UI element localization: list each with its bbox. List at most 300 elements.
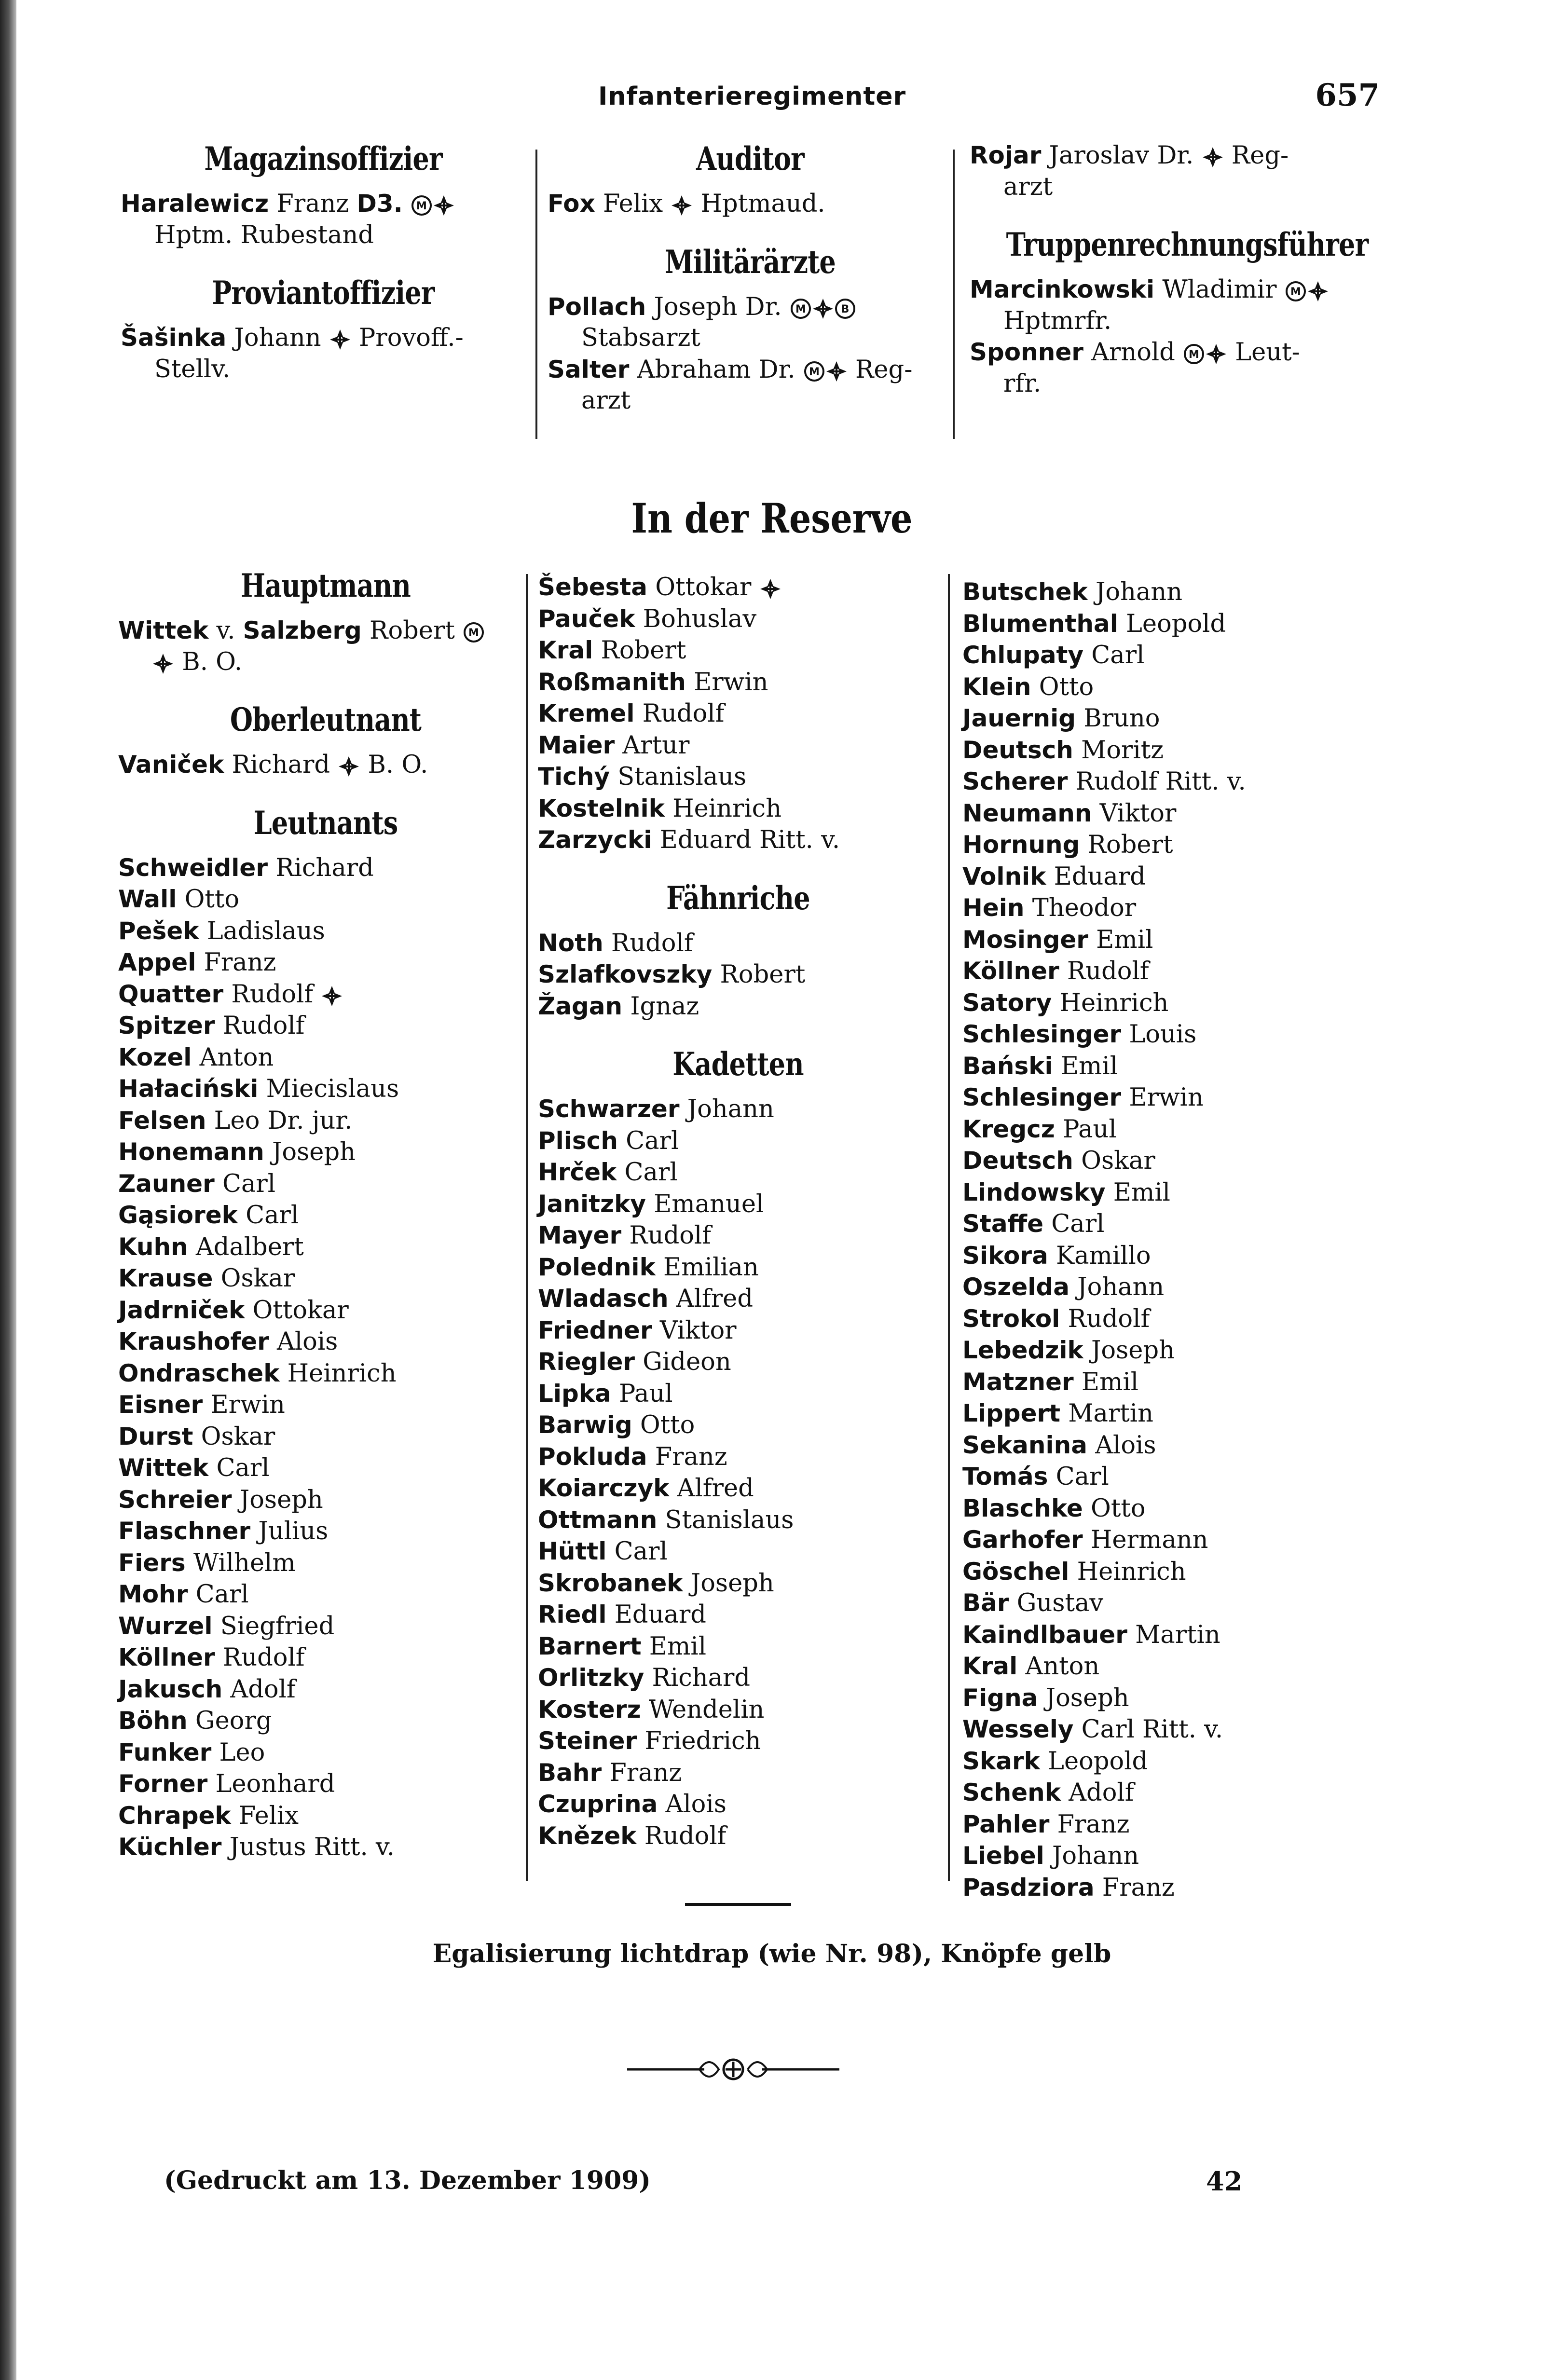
- rank: Stellv.: [154, 355, 231, 383]
- roster-entry: [538, 572, 938, 603]
- roster-entry: [548, 291, 953, 323]
- surname: Tomás: [962, 1463, 1048, 1491]
- surname: Knězek: [538, 1821, 637, 1850]
- surname: Oszelda: [962, 1273, 1069, 1301]
- surname: Bär: [962, 1589, 1009, 1617]
- given-name: Richard: [224, 751, 338, 779]
- roster-entry: [118, 947, 533, 979]
- surname: Volnik: [962, 862, 1046, 890]
- roster-entry: [538, 1346, 938, 1378]
- section-divider: [685, 1903, 791, 1906]
- given-name: Rudolf: [215, 1643, 305, 1672]
- given-name: Franz: [602, 1758, 682, 1787]
- surname: Spitzer: [118, 1012, 215, 1040]
- roster-entry: [118, 1421, 533, 1453]
- given-name: Georg: [187, 1707, 272, 1735]
- roster-entry: [121, 322, 526, 354]
- given-name: Heinrich: [1069, 1557, 1186, 1586]
- given-name: Carl: [1083, 641, 1145, 670]
- given-name: Leopold: [1118, 609, 1226, 638]
- roster-entry: [118, 1611, 533, 1642]
- given-name: Joseph: [264, 1138, 356, 1166]
- cross-decoration-icon: [329, 328, 351, 351]
- given-name: Otto: [1031, 672, 1094, 701]
- given-name: Wladimir: [1154, 275, 1285, 304]
- roster-entry: [538, 1409, 938, 1441]
- given-name: Leopold: [1040, 1747, 1148, 1776]
- surname: Blaschke: [962, 1494, 1083, 1522]
- roster-entry: [962, 798, 1377, 830]
- given-name: Hermann: [1083, 1526, 1208, 1554]
- roster-entry: [962, 766, 1377, 798]
- surname: Figna: [962, 1683, 1038, 1712]
- given-name: Joseph Dr.: [646, 292, 790, 321]
- roster-entry: [538, 761, 938, 793]
- surname: Schenk: [962, 1778, 1061, 1806]
- surname: Koiarczyk: [538, 1474, 670, 1502]
- surname: Scherer: [962, 767, 1068, 795]
- surname: Ottmann: [538, 1505, 658, 1534]
- roster-entry: [118, 1484, 533, 1516]
- surname: Krause: [118, 1264, 213, 1292]
- surname: Fiers: [118, 1548, 186, 1577]
- given-name: Richard: [268, 853, 374, 882]
- medal-m-icon: [803, 360, 825, 383]
- top-column-1: [121, 140, 526, 385]
- surname: Chrapek: [118, 1801, 231, 1830]
- surname: Skrobanek: [538, 1569, 683, 1597]
- medal-b-icon: [834, 298, 856, 320]
- section-heading: Auditor: [696, 140, 804, 178]
- surname: Barnert: [538, 1632, 642, 1660]
- surname: Forner: [118, 1770, 208, 1798]
- roster-entry: [118, 979, 533, 1011]
- surname: Žagan: [538, 992, 623, 1020]
- given-name: Oskar: [213, 1264, 295, 1293]
- roster-entry: [538, 1125, 938, 1157]
- given-name: Johann: [1069, 1273, 1165, 1301]
- section-heading: Truppenrechnungsführer: [1006, 226, 1369, 263]
- surname: Fox: [548, 190, 595, 218]
- given-name: Paul: [1055, 1115, 1117, 1144]
- roster-entry: [962, 1587, 1377, 1619]
- surname-part: Salzberg: [243, 616, 362, 644]
- roster-entry: [970, 140, 1375, 172]
- roster-entry: [962, 1272, 1377, 1303]
- surname: Wessely: [962, 1715, 1074, 1743]
- given-name: Stanislaus: [610, 763, 747, 791]
- surname: Šebesta: [538, 573, 648, 601]
- svg-text:M: M: [416, 200, 427, 212]
- surname: Funker: [118, 1738, 212, 1766]
- roster-entry: [538, 667, 938, 698]
- roster-entry: [538, 698, 938, 730]
- roster-entry: [118, 884, 533, 916]
- roster-entry: [118, 1136, 533, 1168]
- surname: Wittek: [118, 616, 209, 644]
- surname: Riedl: [538, 1600, 607, 1628]
- given-name: Stanislaus: [657, 1505, 794, 1534]
- surname: Vaniček: [118, 751, 224, 779]
- roster-entry: [962, 1777, 1377, 1809]
- roster-entry: [538, 1725, 938, 1757]
- column-rule: [526, 574, 528, 1881]
- surname: Czuprina: [538, 1790, 658, 1818]
- surname: Kuhn: [118, 1232, 188, 1261]
- surname: Matzner: [962, 1368, 1074, 1396]
- roster-entry: [538, 1631, 938, 1663]
- surname: Neumann: [962, 799, 1092, 827]
- roster-entry: [970, 274, 1375, 306]
- roster-entry-continuation: [970, 306, 1375, 337]
- surname: Janitzky: [538, 1190, 646, 1218]
- given-name: Rudolf: [634, 699, 725, 728]
- given-name: Bruno: [1076, 704, 1160, 733]
- column-rule: [953, 150, 955, 439]
- print-date-note: (Gedruckt am 13. Dezember 1909): [164, 2166, 651, 2195]
- given-name: Carl: [617, 1158, 678, 1187]
- roster-entry: [962, 924, 1377, 956]
- roster-entry: [962, 1398, 1377, 1430]
- surname: Sekanina: [962, 1431, 1087, 1459]
- page-number: 657: [1315, 77, 1380, 113]
- given-name: Theodor: [1024, 894, 1137, 922]
- roster-entry: [118, 1042, 533, 1074]
- given-name: Joseph: [232, 1485, 323, 1514]
- given-name: Johann: [226, 324, 329, 352]
- cross-decoration-icon: [1307, 280, 1329, 302]
- cross-decoration-icon: [1205, 343, 1227, 365]
- roster-entry: [118, 1168, 533, 1200]
- given-name: Emil: [1073, 1368, 1139, 1396]
- section-heading: Militärärzte: [664, 243, 836, 281]
- given-name: Adalbert: [188, 1232, 304, 1261]
- given-name: Franz: [1049, 1810, 1130, 1839]
- given-name: Louis: [1121, 1020, 1197, 1049]
- decoration-code: D3.: [356, 190, 403, 218]
- surname: Göschel: [962, 1557, 1069, 1586]
- given-name: Paul: [611, 1379, 673, 1408]
- given-name: Heinrich: [279, 1359, 397, 1388]
- roster-entry: [118, 1263, 533, 1295]
- roster-entry: [962, 1208, 1377, 1240]
- given-name: Artur: [615, 731, 690, 760]
- given-name: Emil: [1105, 1178, 1170, 1207]
- given-name: Erwin: [685, 668, 768, 697]
- given-name: Julius: [250, 1517, 329, 1546]
- roster-entry: [962, 671, 1377, 703]
- surname: Hałaciński: [118, 1075, 259, 1103]
- surname: Maier: [538, 731, 615, 759]
- roster-entry: [538, 824, 938, 856]
- roster-entry: [962, 1524, 1377, 1556]
- roster-entry: [538, 928, 938, 959]
- roster-entry: [118, 1358, 533, 1390]
- roster-entry-continuation: [970, 172, 1375, 203]
- surname: Satory: [962, 988, 1052, 1017]
- given-name: Heinrich: [664, 794, 782, 823]
- rank: Provoff.-: [351, 324, 464, 352]
- roster-entry: [970, 337, 1375, 369]
- surname: Pasdziora: [962, 1873, 1095, 1901]
- surname: Kral: [538, 636, 593, 664]
- surname: Polednik: [538, 1253, 656, 1281]
- surname: Felsen: [118, 1106, 206, 1135]
- roster-entry: [962, 987, 1377, 1019]
- surname: Szlafkovszky: [538, 960, 713, 988]
- given-name: Alois: [658, 1790, 727, 1819]
- given-name: Leonhard: [207, 1770, 335, 1798]
- svg-text:M: M: [795, 303, 806, 315]
- roster-entry: [962, 829, 1377, 861]
- roster-entry: [962, 1177, 1377, 1209]
- surname: Bahr: [538, 1758, 602, 1787]
- given-name: Carl: [237, 1201, 299, 1230]
- given-name: Otto: [177, 885, 240, 914]
- given-name: Emil: [1088, 925, 1153, 954]
- rank: Stabsarzt: [581, 324, 700, 352]
- surname: Pešek: [118, 916, 199, 945]
- surname: Deutsch: [962, 736, 1073, 764]
- roster-entry: [118, 615, 533, 647]
- surname: Kral: [962, 1652, 1018, 1680]
- surname: Staffe: [962, 1210, 1044, 1238]
- rank: Hptmaud.: [693, 190, 825, 218]
- surname: Ondraschek: [118, 1359, 280, 1387]
- surname: Tichý: [538, 763, 610, 791]
- roster-entry: [962, 608, 1377, 640]
- given-name: Richard: [644, 1664, 751, 1692]
- surname: Klein: [962, 672, 1031, 701]
- roster-entry: [118, 1010, 533, 1042]
- roster-entry: [118, 1832, 533, 1863]
- given-name: Anton: [1017, 1652, 1100, 1681]
- given-name: Jaroslav Dr.: [1041, 141, 1202, 170]
- given-name: Leo: [211, 1738, 265, 1767]
- surname: Lindowsky: [962, 1178, 1106, 1206]
- surname: Zauner: [118, 1169, 215, 1198]
- roster-entry: [538, 1536, 938, 1568]
- cross-decoration-icon: [812, 298, 834, 320]
- given-name: Ladislaus: [199, 916, 325, 945]
- given-name: Joseph: [683, 1569, 774, 1598]
- section-heading: Kadetten: [672, 1045, 804, 1083]
- roster-entry-continuation: [121, 354, 526, 385]
- surname: Kaindlbauer: [962, 1620, 1127, 1649]
- given-name: Felix: [231, 1801, 299, 1830]
- given-name: Emanuel: [645, 1190, 764, 1218]
- roster-entry: [962, 1461, 1377, 1493]
- rank: Hptmrfr.: [1003, 306, 1112, 335]
- given-name: Rudolf Ritt. v.: [1068, 767, 1246, 796]
- surname: Hrček: [538, 1158, 617, 1186]
- given-name: Robert: [361, 616, 463, 645]
- surname: Appel: [118, 948, 196, 976]
- roster-entry: [962, 1619, 1377, 1651]
- given-name: Kamillo: [1048, 1241, 1151, 1270]
- roster-entry: [962, 1019, 1377, 1051]
- surname: Marcinkowski: [970, 275, 1155, 303]
- roster-entry: [118, 1389, 533, 1421]
- rank: Hptm. Rubestand: [154, 220, 374, 249]
- roster-entry-continuation: [548, 385, 953, 417]
- roster-entry: [118, 1231, 533, 1263]
- medal-m-icon: [1183, 343, 1205, 365]
- given-name: Moritz: [1073, 736, 1164, 765]
- surname: Köllner: [118, 1643, 215, 1671]
- roster-entry: [118, 916, 533, 947]
- given-name: Martin: [1127, 1620, 1220, 1649]
- given-name: Johann: [1044, 1842, 1139, 1870]
- surname: Kremel: [538, 699, 635, 727]
- given-name: Robert: [1080, 831, 1173, 859]
- roster-entry: [538, 1662, 938, 1694]
- surname: Kregcz: [962, 1115, 1055, 1143]
- page-binding-edge: [0, 0, 16, 2380]
- given-name: Carl: [208, 1454, 270, 1482]
- roster-entry: [962, 1809, 1377, 1841]
- surname: Riegler: [538, 1348, 635, 1376]
- given-name: Eduard: [1046, 862, 1146, 891]
- roster-entry: [121, 188, 526, 220]
- surname: Butschek: [962, 578, 1088, 606]
- reserve-column-1: [118, 567, 533, 1863]
- surname: Durst: [118, 1422, 193, 1450]
- given-name: Martin: [1060, 1399, 1153, 1428]
- given-name: Otto: [632, 1411, 695, 1439]
- given-name: Alois: [269, 1327, 338, 1356]
- cross-decoration-icon: [152, 653, 174, 675]
- given-name: Franz: [269, 190, 357, 218]
- reserve-column-3: [962, 576, 1377, 1903]
- surname: Wladasch: [538, 1285, 669, 1313]
- roster-entry: [538, 1157, 938, 1189]
- roster-entry: [118, 1579, 533, 1611]
- column-rule: [948, 574, 950, 1881]
- cross-decoration-icon: [321, 985, 343, 1007]
- roster-entry: [962, 1556, 1377, 1588]
- surname: Garhofer: [962, 1526, 1083, 1554]
- given-name: Joseph: [1083, 1336, 1175, 1365]
- roster-entry: [548, 188, 953, 220]
- roster-entry: [538, 1378, 938, 1410]
- rank: Reg-: [847, 355, 913, 384]
- svg-text:B: B: [841, 303, 850, 315]
- given-name: Emilian: [655, 1253, 759, 1282]
- roster-entry: [118, 1326, 533, 1358]
- roster-entry: [538, 1599, 938, 1631]
- roster-entry: [118, 1705, 533, 1737]
- surname: Gąsiorek: [118, 1201, 238, 1229]
- surname: Kraushofer: [118, 1327, 269, 1355]
- given-name: v.: [208, 616, 243, 645]
- roster-entry: [538, 1473, 938, 1505]
- roster-entry-continuation: [970, 369, 1375, 400]
- cross-decoration-icon: [759, 578, 781, 600]
- surname: Šašinka: [121, 324, 227, 352]
- surname: Mosinger: [962, 925, 1088, 954]
- surname: Jadrniček: [118, 1296, 245, 1324]
- surname: Sikora: [962, 1241, 1048, 1270]
- roster-entry: [962, 1145, 1377, 1177]
- svg-text:M: M: [468, 627, 480, 639]
- given-name: Robert: [712, 960, 806, 989]
- roster-entry: [538, 1694, 938, 1726]
- cross-decoration-icon: [1202, 146, 1224, 168]
- roster-entry: [118, 1295, 533, 1327]
- surname: Haralewicz: [121, 190, 269, 218]
- given-name: Otto: [1083, 1494, 1146, 1523]
- surname: Noth: [538, 929, 603, 957]
- given-name: Eduard Ritt. v.: [652, 826, 840, 854]
- surname: Bański: [962, 1052, 1053, 1080]
- given-name: Johann: [1087, 578, 1183, 606]
- roster-entry-continuation: [548, 323, 953, 354]
- given-name: Rudolf: [215, 1012, 305, 1040]
- roster-entry: [538, 1441, 938, 1473]
- surname: Skark: [962, 1747, 1040, 1775]
- surname: Wittek: [118, 1454, 209, 1482]
- roster-entry: [538, 1189, 938, 1220]
- roster-entry: [962, 1840, 1377, 1872]
- given-name: Ottokar: [245, 1296, 349, 1325]
- surname: Küchler: [118, 1833, 222, 1861]
- svg-text:M: M: [809, 366, 820, 378]
- surname: Mayer: [538, 1221, 622, 1249]
- given-name: Wilhelm: [185, 1548, 296, 1577]
- roster-entry: [962, 576, 1377, 608]
- rank: rfr.: [1003, 369, 1042, 398]
- given-name: Johann: [679, 1095, 774, 1123]
- given-name: Franz: [647, 1442, 727, 1471]
- roster-entry: [118, 1073, 533, 1105]
- column-rule: [535, 150, 537, 439]
- roster-entry: [538, 1315, 938, 1347]
- roster-entry: [118, 1800, 533, 1832]
- given-name: Viktor: [1092, 799, 1177, 828]
- roster-entry: [962, 1714, 1377, 1746]
- roster-entry: [538, 793, 938, 825]
- roster-entry: [962, 1335, 1377, 1367]
- roster-entry: [962, 1240, 1377, 1272]
- top-column-2: [548, 140, 953, 417]
- given-name: Rudolf: [1059, 957, 1149, 985]
- surname: Jakusch: [118, 1675, 223, 1703]
- surname: Kostelnik: [538, 794, 665, 822]
- given-name: Anton: [192, 1043, 274, 1072]
- signature-number: 42: [1206, 2166, 1243, 2197]
- surname: Salter: [548, 355, 630, 383]
- roster-entry: [962, 956, 1377, 987]
- surname: Sponner: [970, 338, 1083, 366]
- medal-m-icon: [1285, 280, 1307, 302]
- given-name: Alfred: [669, 1474, 754, 1503]
- reserve-title: In der Reserve: [631, 494, 913, 542]
- surname: Eisner: [118, 1391, 203, 1419]
- given-name: Carl Ritt. v.: [1073, 1715, 1223, 1744]
- roster-entry: [538, 1757, 938, 1789]
- facing-color-note: Egalisierung lichtdrap (wie Nr. 98), Knöpfe gelb: [432, 1939, 1111, 1969]
- medal-m-icon: [411, 194, 433, 217]
- cross-decoration-icon: [338, 755, 360, 778]
- surname: Zarzycki: [538, 826, 652, 854]
- roster-entry: [962, 1746, 1377, 1778]
- surname: Pahler: [962, 1810, 1050, 1838]
- surname: Lippert: [962, 1399, 1061, 1427]
- surname: Orlitzky: [538, 1664, 644, 1692]
- given-name: Adolf: [1061, 1778, 1134, 1807]
- surname: Kozel: [118, 1043, 192, 1071]
